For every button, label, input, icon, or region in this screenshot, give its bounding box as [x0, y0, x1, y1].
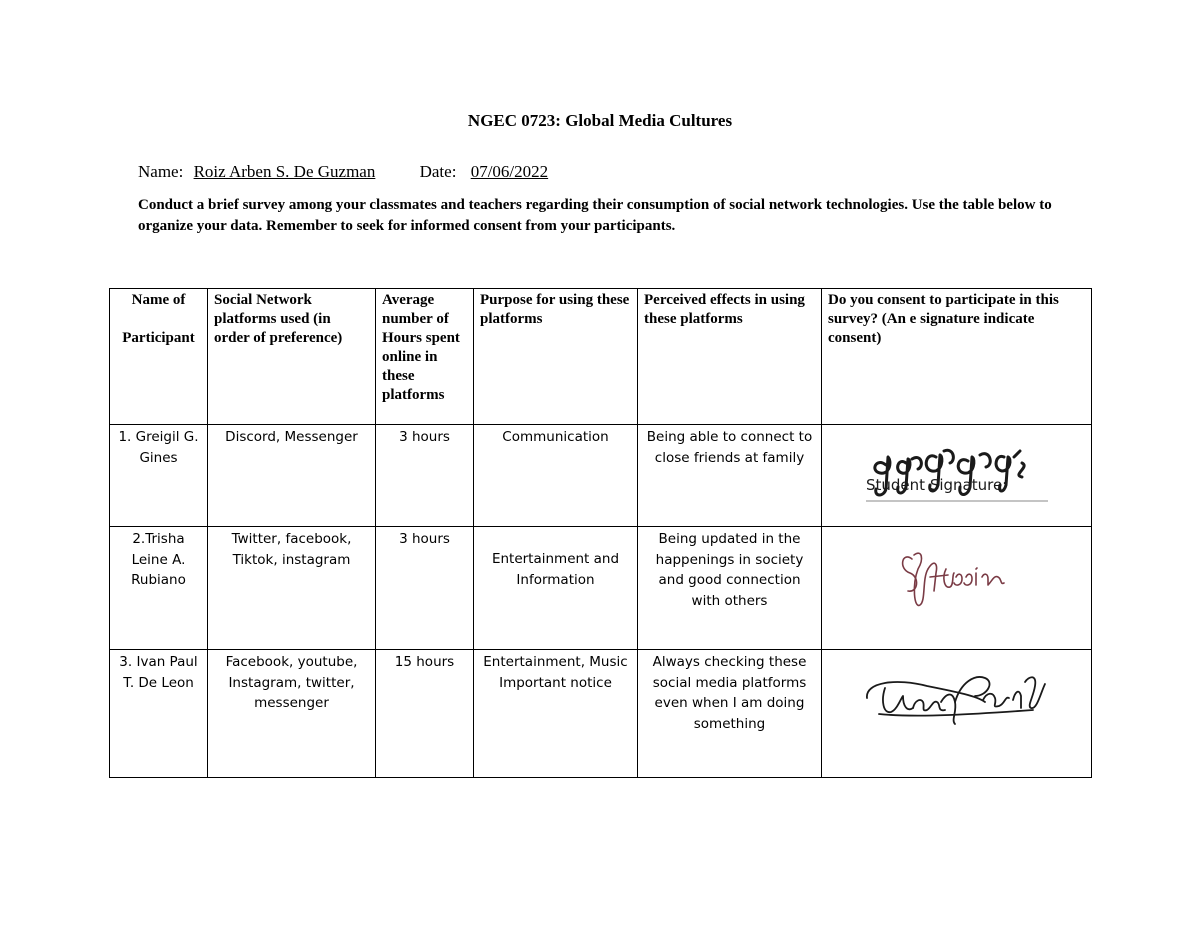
name-date-line: [138, 162, 548, 182]
survey-table: [109, 288, 1092, 778]
table-header-row: [110, 289, 1092, 425]
signature-image: [892, 529, 1022, 619]
hours-cell: 15 hours: [376, 650, 474, 778]
signature-caption: Student Signature:: [865, 476, 1007, 494]
date-value: 07/06/2022: [470, 162, 549, 181]
participant-name: 2.Trisha Leine A. Rubiano: [110, 527, 208, 650]
header-consent: Do you consent to participate in this survey? (An e signature indicate consent): [822, 289, 1092, 425]
header-hours: Average number of Hours spent online in these platforms: [376, 289, 474, 425]
platforms-cell: Facebook, youtube, Instagram, twitter, messenger: [208, 650, 376, 778]
purpose-cell: Entertainment, Music Important notice: [474, 650, 638, 778]
instructions-text: Conduct a brief survey among your classmates and teachers regarding their consumption of social network technologies. Use the table below to organize your data. Remember to seek for informed consent from your participants.: [138, 197, 1052, 234]
signature-image: [862, 427, 1052, 507]
purpose-text: Entertainment and Information: [491, 551, 620, 588]
header-platforms: Social Network platforms used (in order of preference): [208, 289, 376, 425]
table-row: [110, 650, 1092, 778]
document-title: NGEC 0723: Global Media Cultures: [467, 111, 733, 130]
date-label: Date:: [419, 162, 457, 181]
hours-cell: 3 hours: [376, 527, 474, 650]
signature-image: [857, 652, 1057, 732]
consent-signature-cell: [822, 527, 1092, 650]
header-participant: [110, 289, 208, 425]
consent-signature-cell: [822, 650, 1092, 778]
participant-name: 3. Ivan Paul T. De Leon: [110, 650, 208, 778]
purpose-cell: Communication: [474, 425, 638, 527]
name-label: Name:: [138, 162, 184, 181]
purpose-cell: [474, 527, 638, 650]
table-row: [110, 425, 1092, 527]
header-effects: Perceived effects in using these platforms: [638, 289, 822, 425]
consent-signature-cell: [822, 425, 1092, 527]
header-participant-line2: Participant: [122, 330, 195, 346]
header-purpose: Purpose for using these platforms: [474, 289, 638, 425]
effects-cell: Being able to connect to close friends at family: [638, 425, 822, 527]
platforms-cell: Twitter, facebook, Tiktok, instagram: [208, 527, 376, 650]
platforms-cell: Discord, Messenger: [208, 425, 376, 527]
effects-cell: Always checking these social media platforms even when I am doing something: [638, 650, 822, 778]
participant-name: 1. Greigil G. Gines: [110, 425, 208, 527]
header-participant-line1: Name of: [131, 292, 186, 308]
hours-cell: 3 hours: [376, 425, 474, 527]
table-row: [110, 527, 1092, 650]
effects-cell: Being updated in the happenings in society and good connection with others: [638, 527, 822, 650]
name-value: Roiz Arben S. De Guzman: [193, 162, 376, 181]
